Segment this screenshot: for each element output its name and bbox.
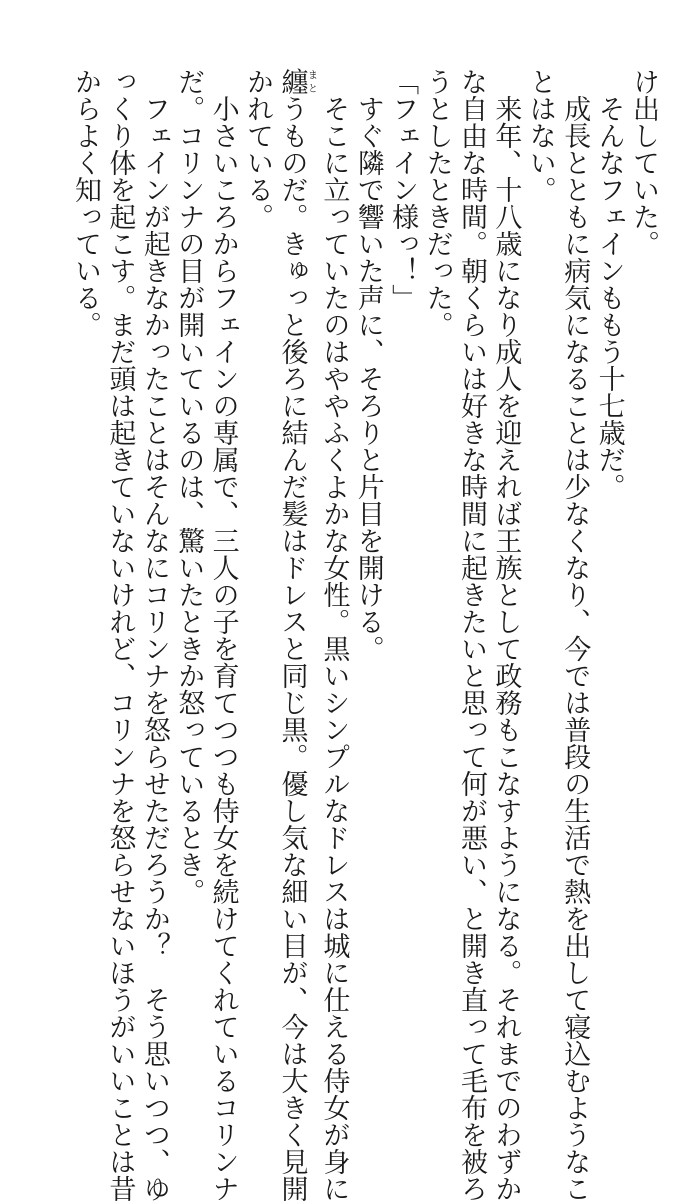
ruby-base: 纏 xyxy=(276,68,308,95)
text-line: うとしたときだった。 xyxy=(421,68,453,338)
text-line: 小さいころからフェインの専属で、三人の子を育てつつも侍女を続けてくれているコリンナ xyxy=(207,68,239,1202)
text-line: すぐ隣で響いた声に、そろりと片目を開ける。 xyxy=(352,68,384,662)
text-line: そこに立っていたのはややふくよかな女性。黒いシンプルなドレスは城に仕える侍女が身に xyxy=(318,68,350,1202)
furigana-ruby xyxy=(276,68,317,95)
ruby-line-after: うものだ。きゅっと後ろに結んだ髪はドレスと同じ黒。優し気な細い目が、今は大きく見開 xyxy=(276,95,308,1202)
text-line: 成長とともに病気になることは少なくなり、今では普段の生活で熱を出して寝込むようなこ xyxy=(559,68,591,1202)
text-line: っくり体を起こす。まだ頭は起きていないけれど、コリンナを怒らせないほうがいいことは昔 xyxy=(104,68,136,1202)
text-line: とはない。 xyxy=(524,68,556,203)
text-line: な自由な時間。朝くらいは好きな時間に起きたいと思って何が悪い、と開き直って毛布を被ろ xyxy=(455,68,487,1202)
text-line: だ。コリンナの目が開いているのは、驚いたときか怒っているとき。 xyxy=(173,68,205,905)
text-line: け出していた。 xyxy=(628,68,659,257)
dialogue-line: 「フェイン様っ！」 xyxy=(387,68,419,311)
vertical-text-body xyxy=(68,68,660,1202)
text-line: からよく知っている。 xyxy=(70,68,101,338)
ruby-reading: まと xyxy=(305,68,317,95)
text-line: フェインが起きなかったことはそんなにコリンナを怒らせただろうか？ そう思いつつ、ゆ xyxy=(138,68,170,1202)
text-line: かれている。 xyxy=(242,68,274,230)
text-line: そんなフェインももう十七歳だ。 xyxy=(593,68,625,500)
text-line-with-ruby xyxy=(274,68,317,1202)
text-line: 来年、十八歳になり成人を迎えれば王族として政務もこなすようになる。それまでのわずか xyxy=(490,68,522,1202)
